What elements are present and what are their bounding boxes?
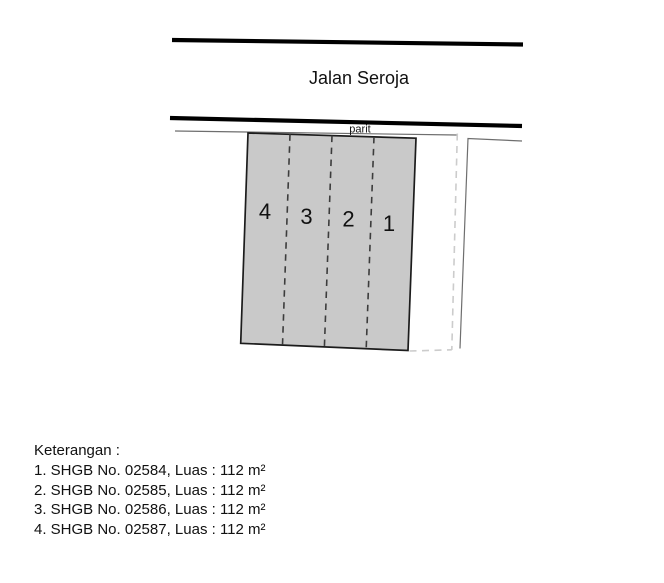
legend-item: 4. SHGB No. 02587, Luas : 112 m² (34, 521, 266, 539)
road-bottom-edge-line (170, 118, 522, 126)
adjacent-parcel-dashed-bottom-edge (410, 350, 452, 351)
parcel-number-1: 1 (382, 211, 396, 236)
adjacent-parcel-dashed-right-edge (452, 134, 458, 351)
parcel-number-2: 2 (342, 206, 355, 232)
legend-item: 3. SHGB No. 02586, Luas : 112 m² (34, 501, 266, 519)
legend-title: Keterangan : (34, 442, 120, 459)
legend-item: 2. SHGB No. 02585, Luas : 112 m² (34, 481, 266, 499)
parcel-number-3: 3 (300, 204, 313, 229)
road-top-edge-line (172, 40, 523, 45)
parcel-block (241, 133, 416, 351)
neighbor-boundary-line (460, 139, 522, 349)
parit-label: parit (349, 123, 371, 136)
parcel-number-4: 4 (258, 199, 272, 224)
legend (34, 441, 266, 540)
street-name-label: Jalan Seroja (308, 68, 410, 88)
legend-item: 1. SHGB No. 02584, Luas : 112 m² (34, 461, 266, 479)
